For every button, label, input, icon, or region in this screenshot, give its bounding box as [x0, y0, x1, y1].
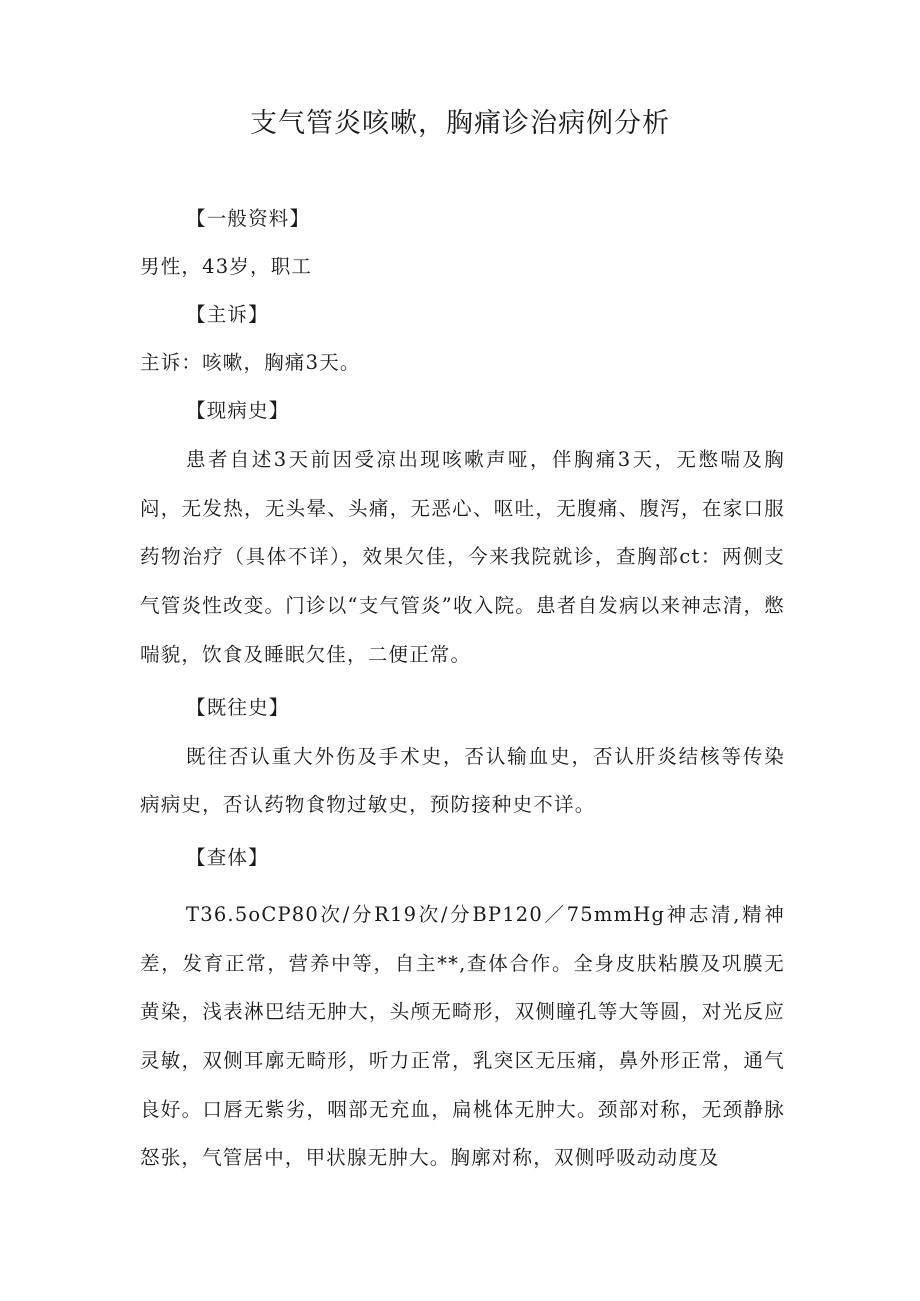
- section-heading-complaint: 【主诉】: [186, 303, 269, 326]
- document-body: [140, 200, 785, 1183]
- chief-complaint-text: 主诉：咳嗽，胸痛3天。: [140, 351, 361, 374]
- patient-basic-info: 男性，43岁，职工: [140, 255, 313, 278]
- present-history-text: 患者自述3天前因受凉出现咳嗽声哑，伴胸痛3天，无憋喘及胸闷，无发热，无头晕、头痛，无恶心、呕吐，无腹痛、腹泻，在家口服药物治疗（具体不详），效果欠佳，今来我院就诊，查胸部ct：两侧支气管炎性改变。门诊以“支气管炎”收入院。患者自发病以来神志清，憋喘貌，饮食及睡眠欠佳，二便正常。: [140, 448, 785, 666]
- section-present-history: [140, 392, 785, 680]
- section-general: [140, 200, 785, 286]
- section-examination: [140, 839, 785, 1183]
- past-history-text: 既往否认重大外伤及手术史，否认输血史，否认肝炎结核等传染病病史，否认药物食物过敏史，预防接种史不详。: [140, 744, 785, 817]
- section-complaint: [140, 296, 785, 382]
- examination-text: T36.5oCP80次/分R19次/分BP120／75mmHg神志清,精神差，发育正常，营养中等，自主**,查体合作。全身皮肤粘膜及巩膜无黄染，浅表淋巴结无肿大，头颅无畸形，双侧瞳孔等大等圆，对光反应灵敏，双侧耳廓无畸形，听力正常，乳突区无压痛，鼻外形正常，通气良好。口唇无紫劣，咽部无充血，扁桃体无肿大。颈部对称，无颈静脉怒张，气管居中，甲状腺无肿大。胸廓对称，双侧呼吸动动度及: [140, 902, 785, 1170]
- document-title: 支气管炎咳嗽，胸痛诊治病例分析: [250, 108, 670, 139]
- section-heading-past-history: 【既往史】: [186, 695, 290, 719]
- section-heading-general: 【一般资料】: [186, 207, 311, 230]
- section-heading-examination: 【查体】: [186, 845, 269, 869]
- section-heading-present-history: 【现病史】: [186, 399, 290, 422]
- section-past-history: [140, 689, 785, 830]
